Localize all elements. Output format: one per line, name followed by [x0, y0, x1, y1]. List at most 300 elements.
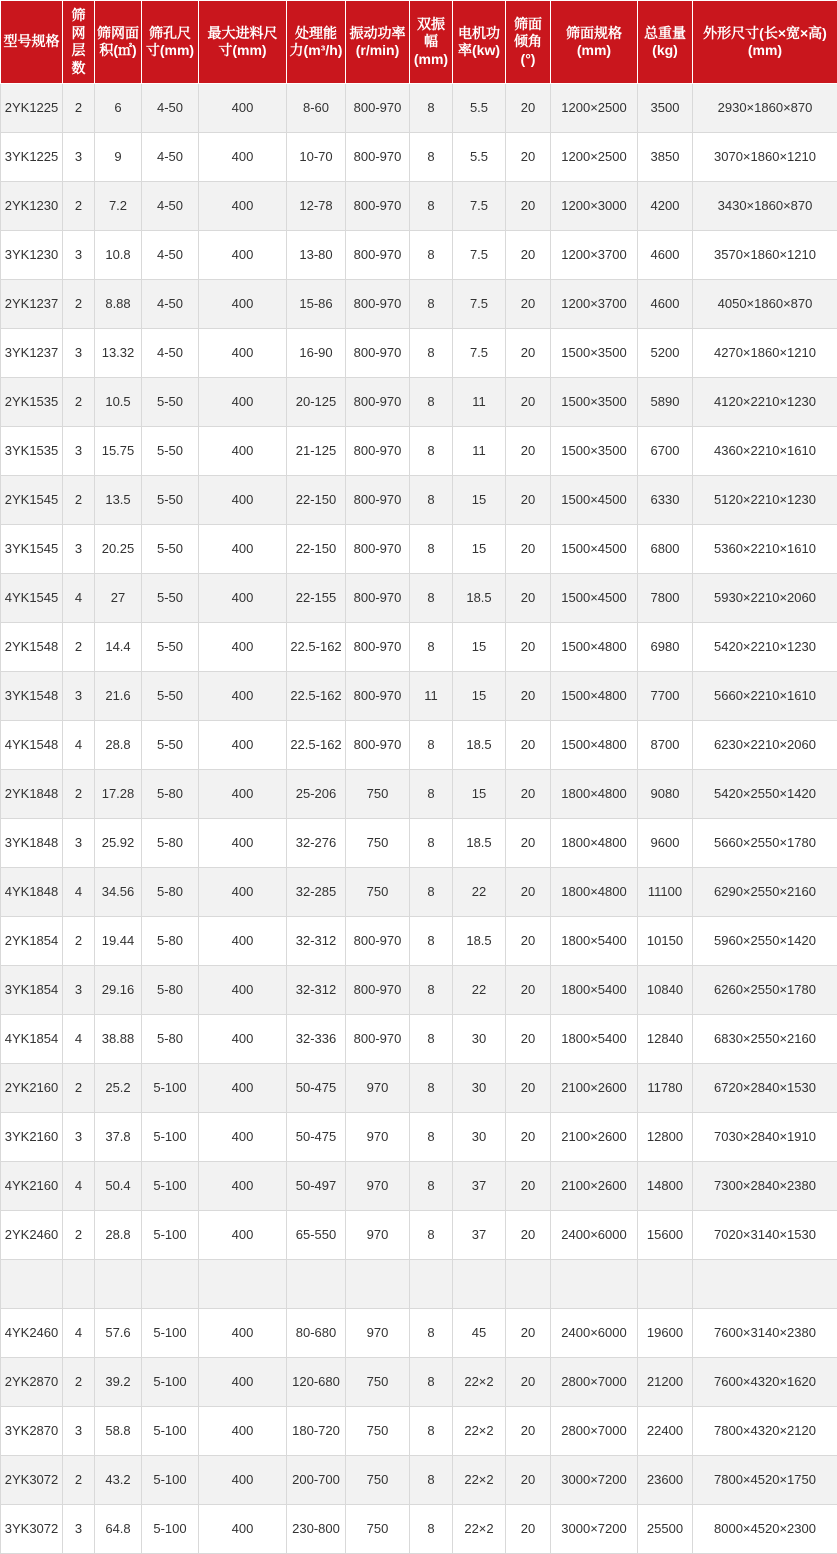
cell-model: 3YK2870 [1, 1407, 63, 1456]
cell-model: 2YK1854 [1, 917, 63, 966]
table-cell: 2100×2600 [551, 1064, 638, 1113]
table-cell: 20 [506, 133, 551, 182]
table-cell: 6290×2550×2160 [693, 868, 837, 917]
table-cell: 32-285 [287, 868, 346, 917]
table-cell: 5960×2550×1420 [693, 917, 837, 966]
table-cell: 800-970 [346, 672, 410, 721]
table-cell: 4-50 [142, 182, 199, 231]
table-cell: 2 [63, 378, 95, 427]
table-row [1, 476, 837, 525]
table-cell: 1500×4500 [551, 574, 638, 623]
table-cell: 5.5 [453, 133, 506, 182]
table-cell: 3 [63, 329, 95, 378]
table-cell: 10.5 [95, 378, 142, 427]
table-cell: 8 [410, 133, 453, 182]
table-cell: 2930×1860×870 [693, 84, 837, 133]
table-cell: 400 [199, 133, 287, 182]
table-row [1, 231, 837, 280]
cell-model: 3YK1545 [1, 525, 63, 574]
table-cell: 3500 [638, 84, 693, 133]
table-row [1, 378, 837, 427]
table-row [1, 1162, 837, 1211]
table-cell: 750 [346, 1505, 410, 1554]
table-cell: 8 [410, 1211, 453, 1260]
table-cell: 22×2 [453, 1456, 506, 1505]
table-cell: 15 [453, 672, 506, 721]
table-cell: 32-312 [287, 966, 346, 1015]
table-cell: 1800×4800 [551, 770, 638, 819]
table-cell: 1500×4500 [551, 476, 638, 525]
column-header-overall-dimensions: 外形尺寸(长×宽×高)(mm) [693, 1, 837, 84]
table-cell: 25-206 [287, 770, 346, 819]
cell-model: 2YK1535 [1, 378, 63, 427]
table-cell: 8 [410, 231, 453, 280]
table-cell: 8 [410, 1505, 453, 1554]
table-cell: 80-680 [287, 1309, 346, 1358]
table-cell: 20.25 [95, 525, 142, 574]
table-cell: 13.32 [95, 329, 142, 378]
table-row [1, 574, 837, 623]
table-cell: 5-100 [142, 1211, 199, 1260]
table-cell: 4600 [638, 231, 693, 280]
table-cell: 7300×2840×2380 [693, 1162, 837, 1211]
table-cell: 4 [63, 1162, 95, 1211]
table-cell: 2400×6000 [551, 1211, 638, 1260]
table-cell: 8 [410, 574, 453, 623]
table-cell: 4-50 [142, 231, 199, 280]
table-cell: 4-50 [142, 329, 199, 378]
table-cell: 8 [410, 1064, 453, 1113]
cell-model: 2YK2460 [1, 1211, 63, 1260]
table-cell: 1500×4800 [551, 623, 638, 672]
table-cell: 38.88 [95, 1015, 142, 1064]
table-cell: 37 [453, 1211, 506, 1260]
table-cell: 20 [506, 623, 551, 672]
table-cell: 1200×2500 [551, 133, 638, 182]
table-cell: 14800 [638, 1162, 693, 1211]
table-row [1, 917, 837, 966]
table-cell: 6330 [638, 476, 693, 525]
table-row [1, 1260, 837, 1309]
table-row [1, 1456, 837, 1505]
table-row [1, 1407, 837, 1456]
table-row [1, 966, 837, 1015]
table-cell: 8 [410, 917, 453, 966]
table-cell: 3000×7200 [551, 1505, 638, 1554]
cell-model: 3YK1237 [1, 329, 63, 378]
table-cell: 2100×2600 [551, 1162, 638, 1211]
table-cell: 3070×1860×1210 [693, 133, 837, 182]
table-cell: 20 [506, 1456, 551, 1505]
table-cell [693, 1260, 837, 1309]
table-cell [199, 1260, 287, 1309]
table-cell: 400 [199, 1358, 287, 1407]
cell-model: 3YK1854 [1, 966, 63, 1015]
table-cell: 8 [410, 1407, 453, 1456]
column-header-double-amplitude: 双振幅(mm) [410, 1, 453, 84]
table-cell: 13.5 [95, 476, 142, 525]
table-cell: 3000×7200 [551, 1456, 638, 1505]
table-cell: 800-970 [346, 476, 410, 525]
cell-model: 2YK1230 [1, 182, 63, 231]
table-cell: 8 [410, 623, 453, 672]
table-cell: 7030×2840×1910 [693, 1113, 837, 1162]
table-cell: 4-50 [142, 133, 199, 182]
table-row [1, 623, 837, 672]
table-cell: 7600×4320×1620 [693, 1358, 837, 1407]
table-cell: 3 [63, 966, 95, 1015]
table-cell: 20 [506, 378, 551, 427]
table-cell: 20 [506, 329, 551, 378]
table-cell: 2 [63, 84, 95, 133]
table-cell: 6800 [638, 525, 693, 574]
cell-model: 2YK1548 [1, 623, 63, 672]
table-row [1, 770, 837, 819]
table-cell [551, 1260, 638, 1309]
table-cell: 20 [506, 182, 551, 231]
table-cell: 8 [410, 966, 453, 1015]
table-cell: 800-970 [346, 84, 410, 133]
table-cell: 5-100 [142, 1456, 199, 1505]
table-cell: 8 [410, 329, 453, 378]
table-cell: 5-100 [142, 1162, 199, 1211]
table-cell: 5-80 [142, 868, 199, 917]
table-cell: 8 [410, 427, 453, 476]
table-cell: 1200×3000 [551, 182, 638, 231]
table-cell: 20 [506, 721, 551, 770]
table-cell: 20 [506, 1358, 551, 1407]
table-cell: 32-336 [287, 1015, 346, 1064]
table-cell: 750 [346, 1456, 410, 1505]
table-cell: 5-100 [142, 1064, 199, 1113]
table-cell: 50.4 [95, 1162, 142, 1211]
table-cell: 800-970 [346, 623, 410, 672]
table-cell: 6 [95, 84, 142, 133]
table-cell: 1800×5400 [551, 917, 638, 966]
table-cell: 20 [506, 1211, 551, 1260]
table-cell: 9600 [638, 819, 693, 868]
table-cell: 32-276 [287, 819, 346, 868]
table-cell: 1500×4800 [551, 721, 638, 770]
table-cell: 20 [506, 819, 551, 868]
table-cell: 9 [95, 133, 142, 182]
table-row [1, 1211, 837, 1260]
cell-model: 4YK1854 [1, 1015, 63, 1064]
table-row [1, 182, 837, 231]
table-cell: 11 [453, 378, 506, 427]
table-cell: 1500×3500 [551, 427, 638, 476]
table-cell: 5-100 [142, 1407, 199, 1456]
table-cell: 400 [199, 427, 287, 476]
table-cell: 8 [410, 1113, 453, 1162]
cell-model: 3YK1848 [1, 819, 63, 868]
table-cell: 22×2 [453, 1358, 506, 1407]
table-row [1, 329, 837, 378]
column-header-layers: 筛网层数 [63, 1, 95, 84]
table-cell: 800-970 [346, 917, 410, 966]
table-cell: 3850 [638, 133, 693, 182]
table-cell: 22.5-162 [287, 721, 346, 770]
table-cell: 1500×3500 [551, 329, 638, 378]
table-cell: 8000×4520×2300 [693, 1505, 837, 1554]
table-cell: 2 [63, 1211, 95, 1260]
table-cell: 8 [410, 1358, 453, 1407]
table-cell: 970 [346, 1113, 410, 1162]
cell-model: 4YK1545 [1, 574, 63, 623]
table-cell: 2 [63, 182, 95, 231]
cell-model: 3YK1548 [1, 672, 63, 721]
table-cell: 2100×2600 [551, 1113, 638, 1162]
table-cell: 30 [453, 1113, 506, 1162]
table-cell: 800-970 [346, 280, 410, 329]
table-cell: 5-50 [142, 721, 199, 770]
table-cell: 1800×4800 [551, 868, 638, 917]
cell-model: 3YK3072 [1, 1505, 63, 1554]
column-header-screen-spec: 筛面规格(mm) [551, 1, 638, 84]
table-body [1, 84, 837, 1554]
table-cell: 970 [346, 1162, 410, 1211]
table-cell: 11100 [638, 868, 693, 917]
table-cell: 18.5 [453, 721, 506, 770]
table-cell: 400 [199, 574, 287, 623]
table-cell: 8 [410, 868, 453, 917]
table-cell: 750 [346, 868, 410, 917]
cell-model: 3YK1535 [1, 427, 63, 476]
table-cell: 8 [410, 378, 453, 427]
table-cell: 43.2 [95, 1456, 142, 1505]
table-row [1, 280, 837, 329]
table-cell: 28.8 [95, 721, 142, 770]
table-cell: 11 [453, 427, 506, 476]
table-cell: 10.8 [95, 231, 142, 280]
table-cell: 5.5 [453, 84, 506, 133]
column-header-max-feed-size: 最大进料尺寸(mm) [199, 1, 287, 84]
table-cell: 400 [199, 672, 287, 721]
cell-model: 2YK1225 [1, 84, 63, 133]
table-cell: 4 [63, 574, 95, 623]
table-cell: 39.2 [95, 1358, 142, 1407]
table-cell: 5-80 [142, 917, 199, 966]
table-cell: 8 [410, 770, 453, 819]
table-cell: 4-50 [142, 280, 199, 329]
table-cell: 20 [506, 917, 551, 966]
table-cell: 1800×5400 [551, 966, 638, 1015]
table-cell [638, 1260, 693, 1309]
table-cell: 6700 [638, 427, 693, 476]
table-cell: 8.88 [95, 280, 142, 329]
table-cell: 5200 [638, 329, 693, 378]
table-row [1, 868, 837, 917]
table-cell: 37 [453, 1162, 506, 1211]
table-cell: 4 [63, 721, 95, 770]
table-cell: 20-125 [287, 378, 346, 427]
table-row [1, 1015, 837, 1064]
cell-model: 3YK1230 [1, 231, 63, 280]
table-cell: 2 [63, 770, 95, 819]
table-row [1, 133, 837, 182]
table-cell: 5-100 [142, 1309, 199, 1358]
table-cell: 2 [63, 476, 95, 525]
table-cell: 7.5 [453, 329, 506, 378]
table-cell: 200-700 [287, 1456, 346, 1505]
table-cell [142, 1260, 199, 1309]
cell-model: 2YK1237 [1, 280, 63, 329]
table-cell: 7800 [638, 574, 693, 623]
table-cell: 1200×2500 [551, 84, 638, 133]
table-cell: 19.44 [95, 917, 142, 966]
table-cell: 400 [199, 1064, 287, 1113]
table-cell: 34.56 [95, 868, 142, 917]
table-cell: 3570×1860×1210 [693, 231, 837, 280]
table-cell: 27 [95, 574, 142, 623]
table-cell: 400 [199, 1162, 287, 1211]
table-cell: 15 [453, 525, 506, 574]
table-cell: 3 [63, 1113, 95, 1162]
table-cell: 4050×1860×870 [693, 280, 837, 329]
table-cell: 800-970 [346, 427, 410, 476]
table-row [1, 721, 837, 770]
table-cell: 180-720 [287, 1407, 346, 1456]
table-cell: 3 [63, 427, 95, 476]
table-cell: 11780 [638, 1064, 693, 1113]
table-cell: 1200×3700 [551, 231, 638, 280]
table-row [1, 1505, 837, 1554]
table-cell: 20 [506, 868, 551, 917]
table-cell: 800-970 [346, 133, 410, 182]
table-cell: 400 [199, 1456, 287, 1505]
cell-model: 2YK3072 [1, 1456, 63, 1505]
table-cell: 18.5 [453, 574, 506, 623]
table-cell: 8 [410, 1309, 453, 1358]
table-cell: 5660×2550×1780 [693, 819, 837, 868]
table-cell [346, 1260, 410, 1309]
table-cell: 12840 [638, 1015, 693, 1064]
table-cell: 45 [453, 1309, 506, 1358]
table-cell: 8 [410, 280, 453, 329]
table-cell: 400 [199, 378, 287, 427]
table-cell: 20 [506, 1162, 551, 1211]
table-cell: 5420×2550×1420 [693, 770, 837, 819]
table-cell: 65-550 [287, 1211, 346, 1260]
table-cell: 13-80 [287, 231, 346, 280]
table-cell: 20 [506, 231, 551, 280]
table-cell: 800-970 [346, 966, 410, 1015]
table-cell: 6720×2840×1530 [693, 1064, 837, 1113]
table-cell: 400 [199, 1309, 287, 1358]
table-row [1, 525, 837, 574]
table-cell: 5660×2210×1610 [693, 672, 837, 721]
table-cell: 15 [453, 476, 506, 525]
table-cell: 2400×6000 [551, 1309, 638, 1358]
table-cell: 5-100 [142, 1358, 199, 1407]
table-cell: 2800×7000 [551, 1407, 638, 1456]
table-cell: 20 [506, 1407, 551, 1456]
header-row [1, 1, 837, 84]
table-cell: 21200 [638, 1358, 693, 1407]
table-cell: 2 [63, 1358, 95, 1407]
table-header [1, 1, 837, 84]
table-cell: 25.2 [95, 1064, 142, 1113]
column-header-total-weight: 总重量(kg) [638, 1, 693, 84]
table-cell: 7.5 [453, 280, 506, 329]
table-cell: 5-80 [142, 1015, 199, 1064]
table-cell: 7700 [638, 672, 693, 721]
table-cell: 5-100 [142, 1505, 199, 1554]
table-cell: 57.6 [95, 1309, 142, 1358]
table-cell: 20 [506, 1064, 551, 1113]
column-header-model: 型号规格 [1, 1, 63, 84]
table-cell: 400 [199, 966, 287, 1015]
table-cell: 970 [346, 1309, 410, 1358]
table-cell: 400 [199, 1211, 287, 1260]
cell-model: 4YK1848 [1, 868, 63, 917]
table-cell: 400 [199, 1113, 287, 1162]
table-cell: 2 [63, 1456, 95, 1505]
table-cell: 22×2 [453, 1407, 506, 1456]
table-cell: 2 [63, 623, 95, 672]
table-cell: 8 [410, 525, 453, 574]
table-cell: 9080 [638, 770, 693, 819]
table-cell: 18.5 [453, 819, 506, 868]
table-cell: 5-50 [142, 574, 199, 623]
table-cell: 8 [410, 1162, 453, 1211]
table-cell: 3 [63, 525, 95, 574]
table-cell: 120-680 [287, 1358, 346, 1407]
table-cell: 6230×2210×2060 [693, 721, 837, 770]
table-cell: 400 [199, 721, 287, 770]
table-cell: 5-80 [142, 966, 199, 1015]
table-cell: 50-475 [287, 1064, 346, 1113]
table-cell: 22400 [638, 1407, 693, 1456]
cell-model: 4YK2160 [1, 1162, 63, 1211]
table-cell: 400 [199, 1407, 287, 1456]
table-cell: 5-50 [142, 378, 199, 427]
table-cell: 20 [506, 1015, 551, 1064]
cell-model: 4YK1548 [1, 721, 63, 770]
column-header-screen-area: 筛网面积(㎡) [95, 1, 142, 84]
table-cell: 15 [453, 770, 506, 819]
table-cell: 20 [506, 672, 551, 721]
cell-model [1, 1260, 63, 1309]
table-cell: 30 [453, 1064, 506, 1113]
table-cell: 400 [199, 182, 287, 231]
cell-model: 2YK2160 [1, 1064, 63, 1113]
table-cell: 22-150 [287, 525, 346, 574]
table-cell: 750 [346, 770, 410, 819]
table-cell: 10840 [638, 966, 693, 1015]
table-cell: 8 [410, 1456, 453, 1505]
table-cell: 1200×3700 [551, 280, 638, 329]
table-cell: 30 [453, 1015, 506, 1064]
table-cell: 15-86 [287, 280, 346, 329]
table-cell: 1800×5400 [551, 1015, 638, 1064]
cell-model: 4YK2460 [1, 1309, 63, 1358]
table-cell: 37.8 [95, 1113, 142, 1162]
table-cell: 8 [410, 819, 453, 868]
table-cell: 21.6 [95, 672, 142, 721]
table-cell: 5-50 [142, 525, 199, 574]
table-cell [63, 1260, 95, 1309]
table-cell: 8 [410, 84, 453, 133]
table-cell: 1800×4800 [551, 819, 638, 868]
table-cell: 750 [346, 1358, 410, 1407]
table-cell: 400 [199, 525, 287, 574]
table-cell: 8 [410, 182, 453, 231]
table-cell: 4120×2210×1230 [693, 378, 837, 427]
table-cell: 16-90 [287, 329, 346, 378]
table-cell: 400 [199, 1015, 287, 1064]
table-cell: 7020×3140×1530 [693, 1211, 837, 1260]
